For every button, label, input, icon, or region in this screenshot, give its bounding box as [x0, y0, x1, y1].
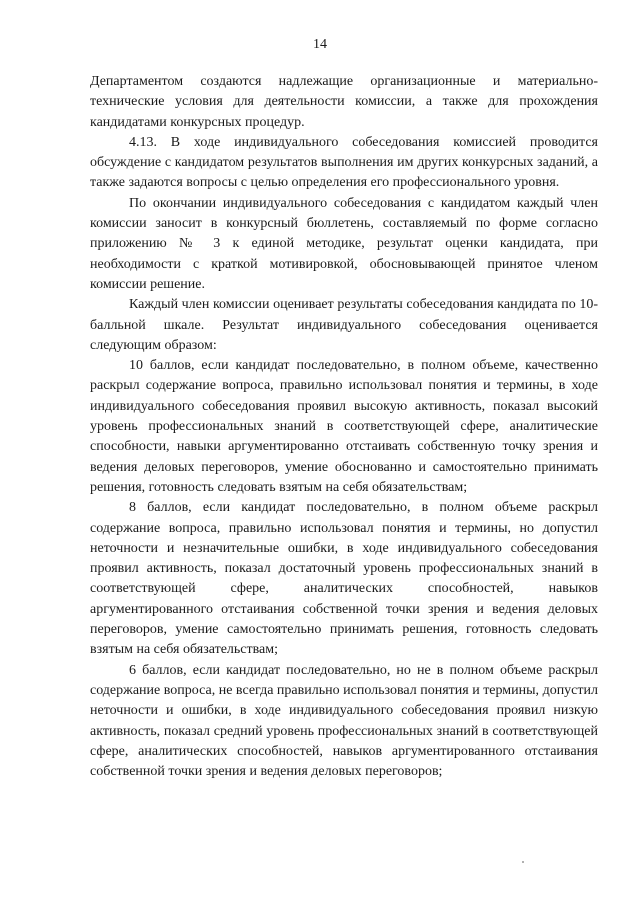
document-body: [90, 72, 598, 782]
paragraph-ballot: По окончании индивидуального собеседования с кандидатом каждый член комиссии заносит в конкурсный бюллетень, составляемый по форме согласно приложению № 3 к единой методике, результат оценки кандидата, при необходимости с краткой мотивировкой, обосновывающей принятое членом комиссии решение.: [90, 195, 598, 292]
page-number: 14: [313, 37, 327, 52]
paragraph-8-points: 8 баллов, если кандидат последовательно, в полном объеме раскрыл содержание вопроса, правильно использовал понятия и термины, но допустил неточности и незначительные ошибки, в ходе индивидуального собеседования проявил активность, показал достаточный уровень профессиональных знаний в соответствующей сфере, аналитических способностей, навыков аргументированного отстаивания собственной точки зрения и ведения деловых переговоров, умение самостоятельно принимать решения, готовность следовать взятым на себя обязательствам;: [90, 500, 598, 658]
paragraph-1: Департаментом создаются надлежащие организационные и материально-технические условия для деятельности комиссии, а также для прохождения кандидатами конкурсных процедур.: [90, 74, 598, 130]
scan-dot: [522, 861, 524, 863]
paragraph-4-13: 4.13. В ходе индивидуального собеседования комиссией проводится обсуждение с кандидатом результатов выполнения им других конкурсных заданий, а также задаются вопросы с целью определения его профессионального уровня.: [90, 134, 598, 191]
paragraph-6-points: 6 баллов, если кандидат последовательно, но не в полном объеме раскрыл содержание вопроса, не всегда правильно использовал понятия и термины, допустил неточности и ошибки, в ходе индивидуального собеседования проявил низкую активность, показал средний уровень профессиональных знаний в соответствующей сфере, аналитических способностей, навыков аргументированного отстаивания собственной точки зрения и ведения деловых переговоров;: [90, 662, 598, 780]
paragraph-10-points: 10 баллов, если кандидат последовательно, в полном объеме, качественно раскрыл содержание вопроса, правильно использовал понятия и термины, в ходе индивидуального собеседования проявил высокую активность, показал высокий уровень профессиональных знаний в соответствующей сфере, аналитические способности, навыки аргументированно отстаивать собственную точку зрения и ведения деловых переговоров, умение обоснованно и самостоятельно принимать решения, готовность следовать взятым на себя обязательствам;: [90, 358, 598, 495]
paragraph-scale: Каждый член комиссии оценивает результаты собеседования кандидата по 10-балльной шкале. Результат индивидуального собеседования оценивается следующим образом:: [90, 297, 598, 353]
